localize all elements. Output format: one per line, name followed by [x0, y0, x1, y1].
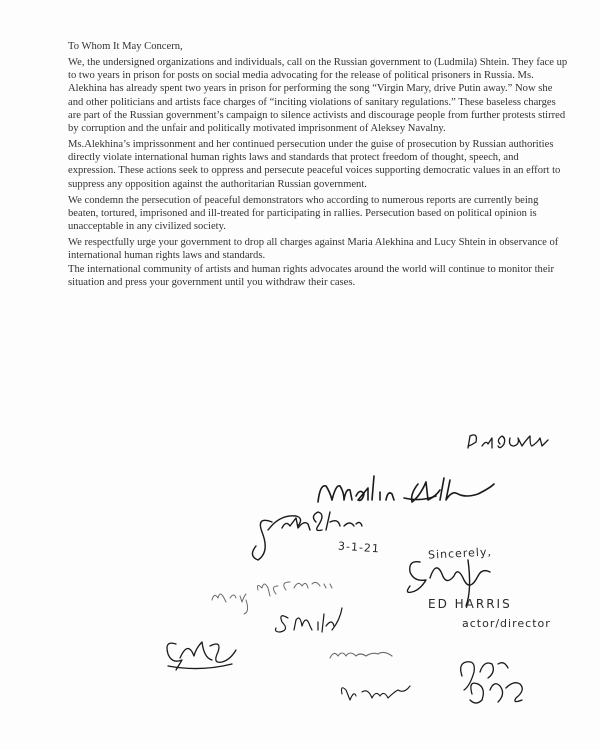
signature-peter-gabriel	[468, 435, 548, 448]
signature-unidentified-4	[461, 662, 523, 703]
date-note: 3-1-21	[337, 539, 381, 556]
signature-smith	[276, 608, 343, 632]
ed-harris-name: ED HARRIS	[428, 597, 512, 611]
signature-unidentified-1	[167, 642, 236, 670]
signature-marlin-allen	[318, 476, 494, 502]
sincerely-note: Sincerely,	[427, 545, 493, 562]
paragraph-1: We, the undersigned organizations and individuals, call on the Russian government to (Ludmila) Shtein. They face up to two years in prison for posts on social media advocating for the release of political prisoners in Russia. Ms. Alekhina has already spent two years in prison for performing the song “Virgin Mary, drive Putin away.” Now she and other politicians and artists face charges of “inciting violations of sanitary regulations.” These baseless charges are part of the Russian government’s campaign to silence activists and discourage people from further protests stirred by corruption and the unfair and politically motivated imprisonment of Aleksey Navalny.	[68, 57, 568, 134]
paragraph-2: Ms.Alekhina’s imprissonment and her continued persecution under the guise of prosecution by Russian authorities directly violate international human rights laws and standards that protect freedom of thought, speech, and expression. These actions seek to oppress and persecute peaceful voices supporting democratic values in an effort to suppress any opposition against the authoritarian Russian government.	[68, 139, 561, 190]
paragraph-4: We respectfully urge your government to drop all charges against Maria Alekhina and Lucy Shtein in observance of international human rights laws and standards. The international community of artists and human rights advocates around the world will continue to monitor their situation and press your government until you withdraw their cases.	[68, 237, 559, 288]
signature-unidentified-3	[342, 686, 411, 700]
salutation: To Whom It May Concern,	[68, 41, 183, 52]
paragraph-3: We condemn the persecution of peaceful demonstrators who according to numerous reports are currently being beaten, tortured, imprisoned and ill-treated for participating in rallies. Persecution based on political opinion is unacceptable in any civilized society.	[68, 194, 539, 233]
signature-unidentified-2	[330, 652, 392, 658]
ed-harris-title: actor/director	[462, 617, 551, 630]
signature-mary-mccormack	[212, 582, 332, 614]
